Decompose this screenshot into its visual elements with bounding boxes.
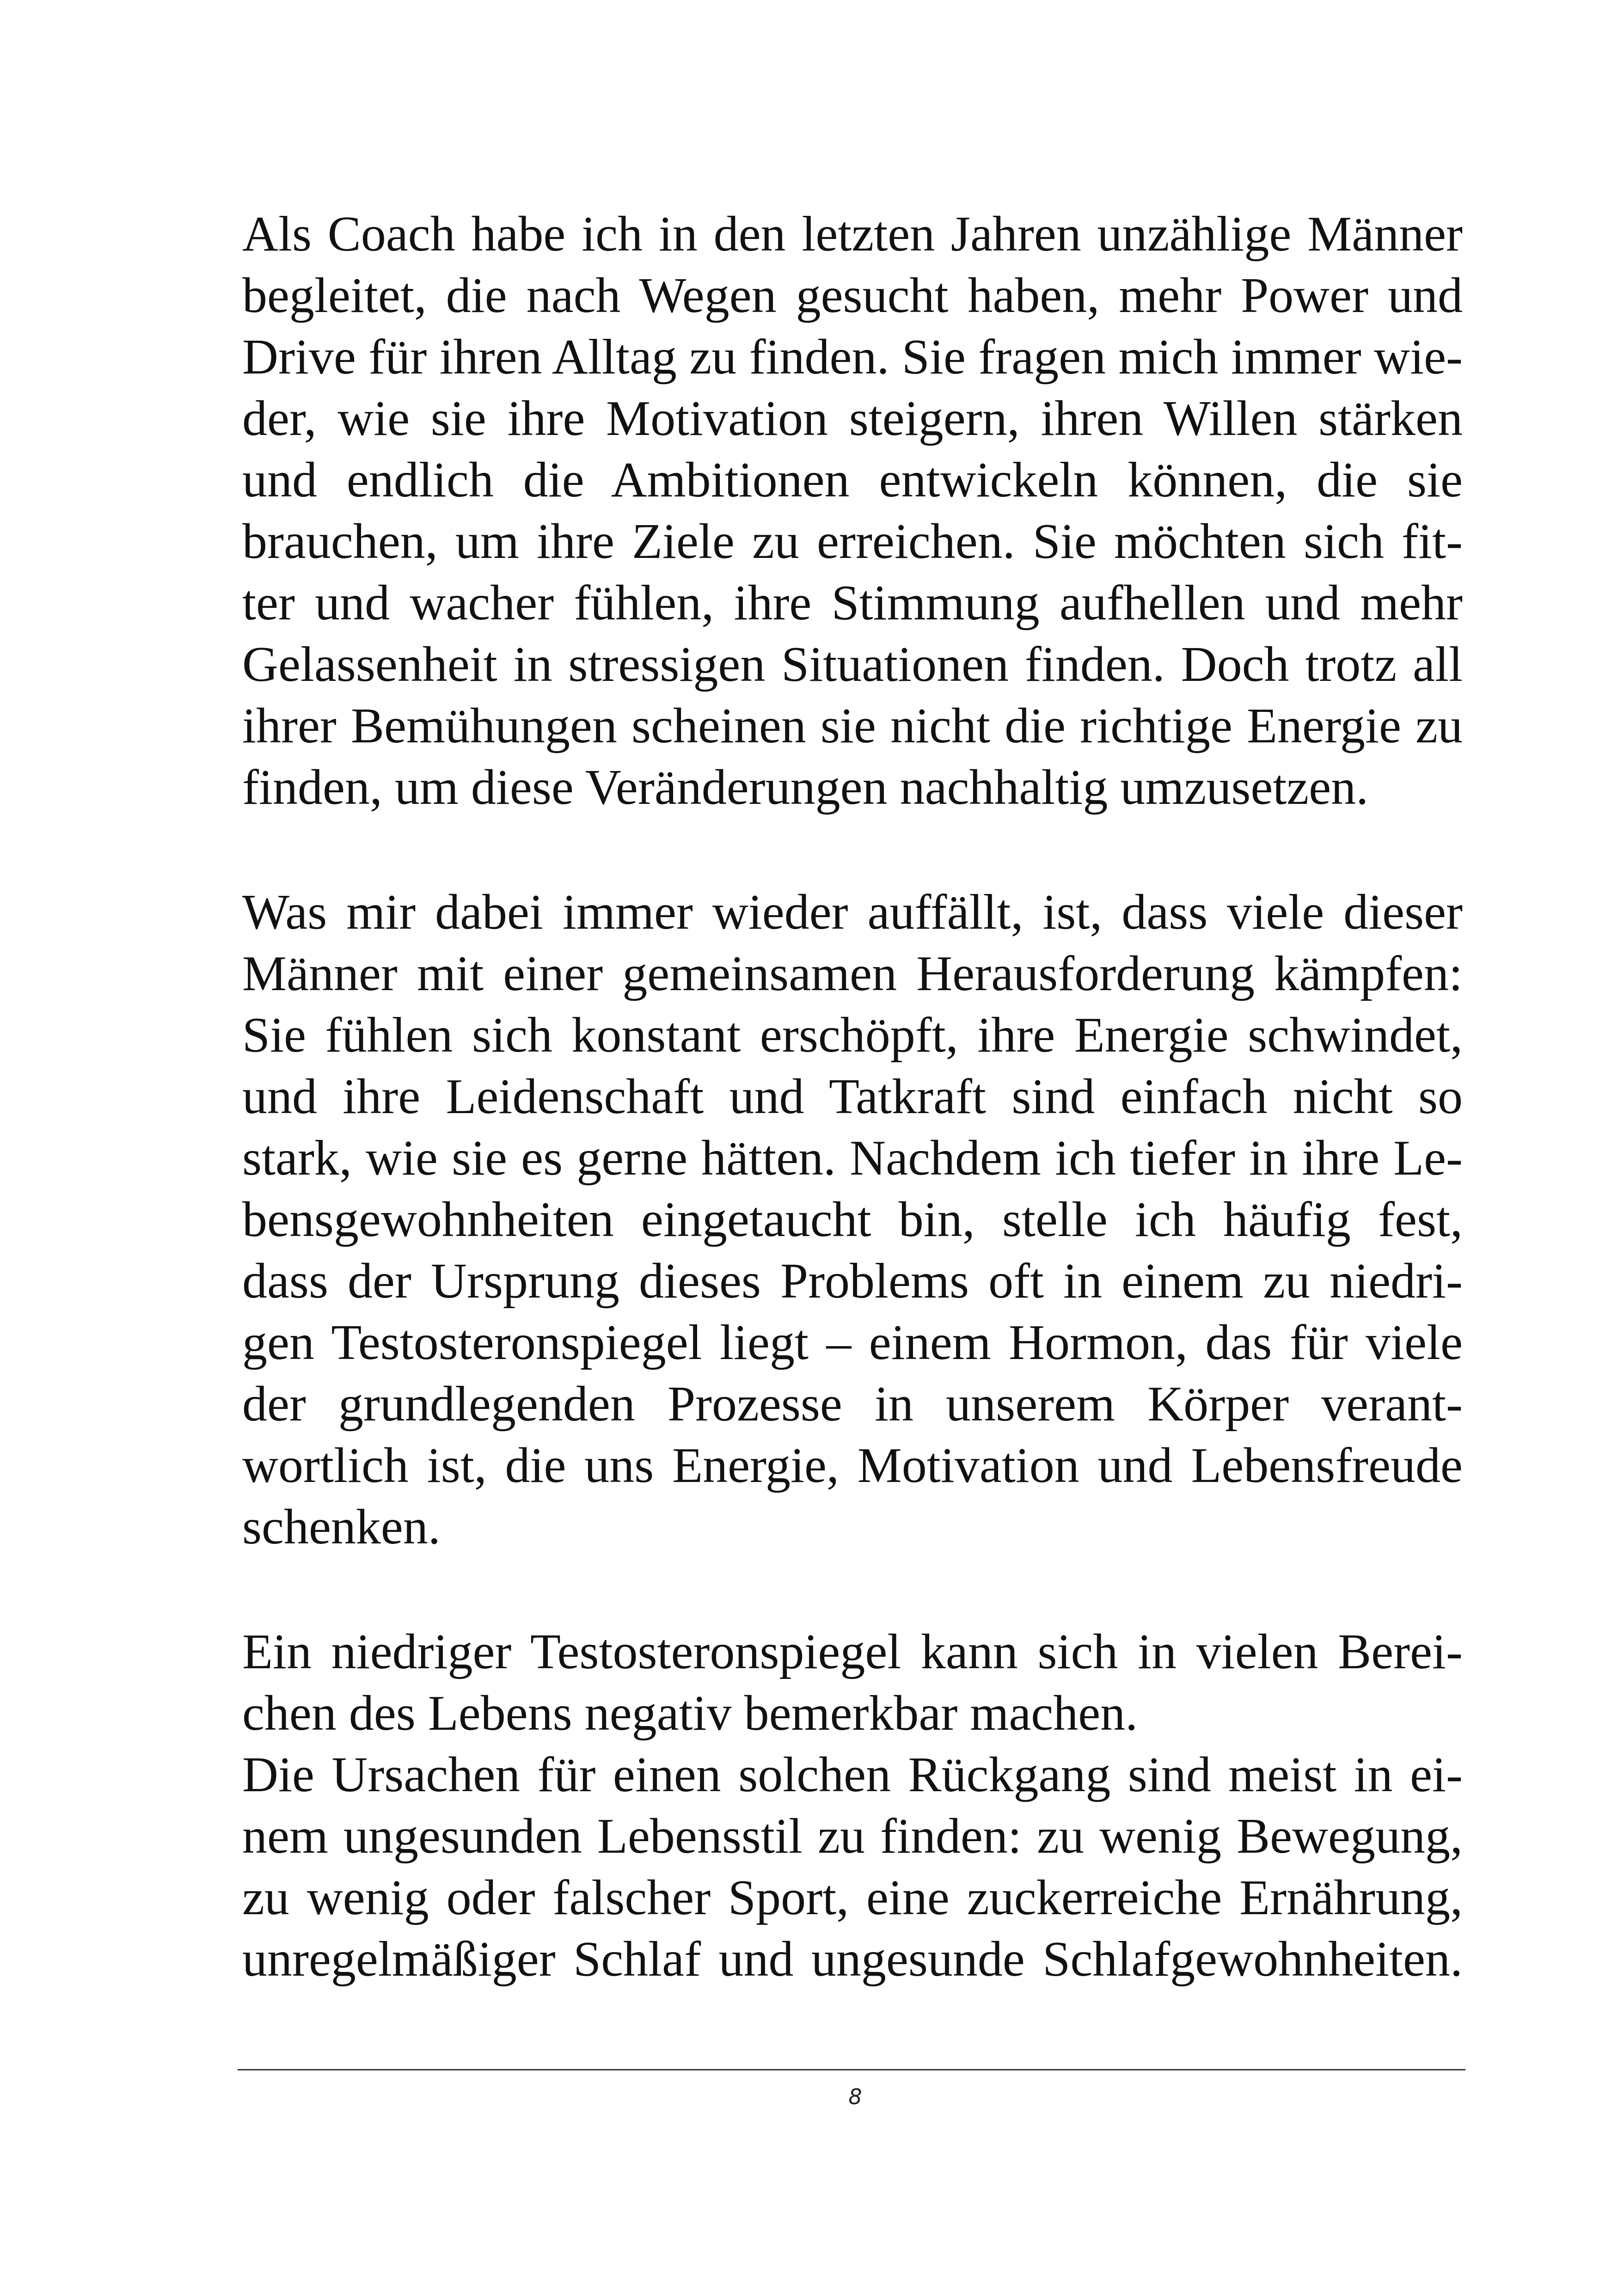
text-line: chen des Lebens negativ bemerkbar machen. — [242, 1686, 1138, 1741]
text-line: Gelassenheit in stressigen Situationen finden. Doch trotz all — [242, 637, 1463, 692]
text-line: Ein niedriger Testosteronspiegel kann sich in vielen Berei- — [242, 1624, 1463, 1679]
text-line: dass der Ursprung dieses Problems oft in einem zu niedri- — [242, 1254, 1463, 1309]
paragraph-1 — [242, 203, 1463, 818]
text-line: und endlich die Ambitionen entwickeln können, die sie — [242, 453, 1463, 508]
paragraph-gap — [242, 818, 1463, 882]
text-line: brauchen, um ihre Ziele zu erreichen. Sie möchten sich fit- — [242, 514, 1463, 569]
text-line: finden, um diese Veränderungen nachhaltig umzusetzen. — [242, 760, 1369, 815]
text-line: gen Testosteronspiegel liegt – einem Hormon, das für viele — [242, 1315, 1463, 1370]
text-line: und ihre Leidenschaft und Tatkraft sind einfach nicht so — [242, 1069, 1463, 1124]
text-line: nem ungesunden Lebensstil zu finden: zu wenig Bewegung, — [242, 1809, 1463, 1864]
text-line: begleitet, die nach Wegen gesucht haben, mehr Power und — [242, 268, 1463, 323]
paragraph-gap — [242, 1558, 1463, 1621]
text-line: der, wie sie ihre Motivation steigern, ihren Willen stärken — [242, 391, 1463, 446]
text-line: Die Ursachen für einen solchen Rückgang sind meist in ei- — [242, 1747, 1463, 1802]
page-number: 8 — [848, 2084, 862, 2109]
text-line: der grundlegenden Prozesse in unserem Körper verant- — [242, 1377, 1463, 1432]
text-line: wortlich ist, die uns Energie, Motivation und Lebensfreude — [242, 1438, 1463, 1493]
text-line: schenken. — [242, 1500, 441, 1555]
text-line: unregelmäßiger Schlaf und ungesunde Schlafgewohnheiten. — [242, 1932, 1463, 1987]
paragraph-4 — [242, 1744, 1463, 1990]
paragraph-2 — [242, 882, 1463, 1558]
paragraph-3 — [242, 1621, 1463, 1744]
footer-rule — [238, 2069, 1465, 2070]
text-line: Drive für ihren Alltag zu finden. Sie fragen mich immer wie- — [242, 330, 1463, 385]
text-line: Als Coach habe ich in den letzten Jahren unzählige Männer — [242, 207, 1463, 262]
text-line: Männer mit einer gemeinsamen Herausforderung kämpfen: — [242, 946, 1463, 1001]
body-text — [242, 203, 1463, 1990]
text-line: Sie fühlen sich konstant erschöpft, ihre Energie schwindet, — [242, 1008, 1463, 1063]
text-line: Was mir dabei immer wieder auffällt, ist, dass viele dieser — [242, 885, 1463, 940]
text-line: ter und wacher fühlen, ihre Stimmung aufhellen und mehr — [242, 576, 1463, 631]
text-line: zu wenig oder falscher Sport, eine zuckerreiche Ernährung, — [242, 1870, 1463, 1925]
text-line: stark, wie sie es gerne hätten. Nachdem ich tiefer in ihre Le- — [242, 1131, 1463, 1186]
text-line: bensgewohnheiten eingetaucht bin, stelle ich häufig fest, — [242, 1192, 1463, 1247]
text-line: ihrer Bemühungen scheinen sie nicht die richtige Energie zu — [242, 698, 1463, 753]
